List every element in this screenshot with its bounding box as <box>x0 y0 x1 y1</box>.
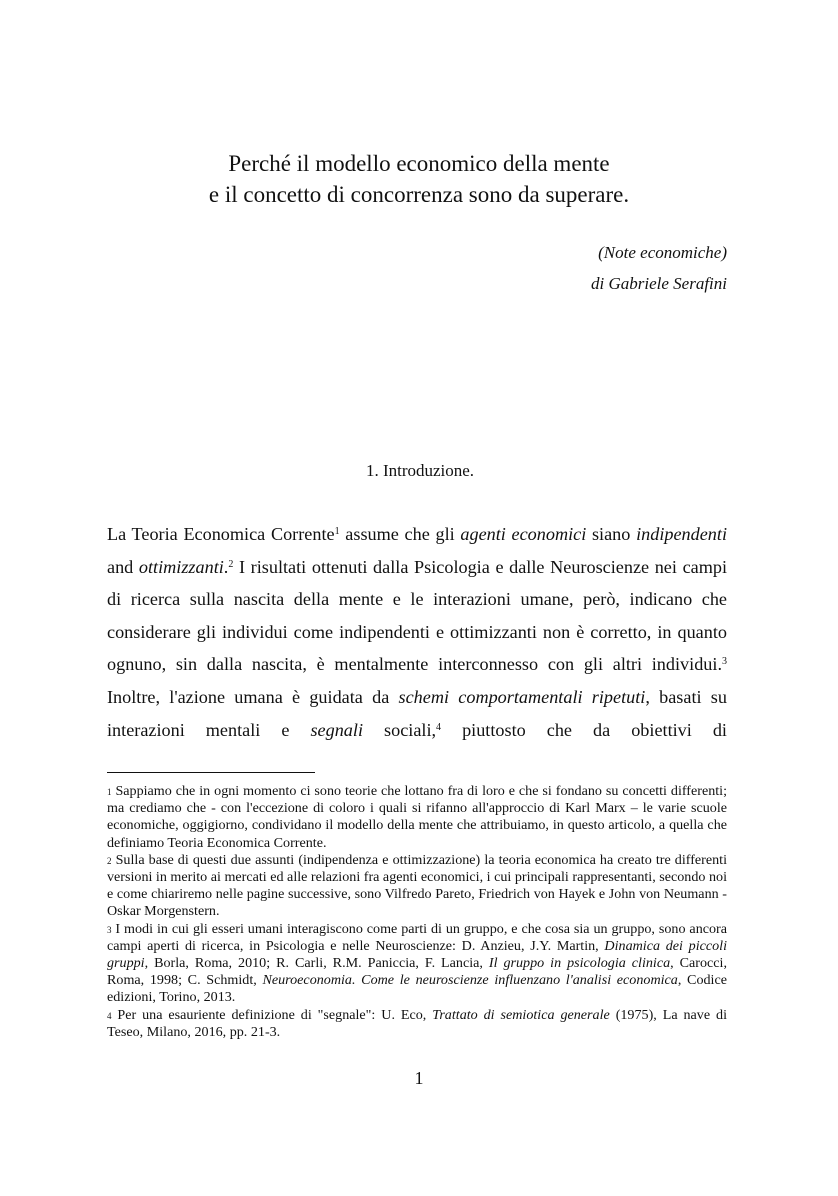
footnote-text: , Carocci, Roma, 1998; C. Schmidt, <box>107 955 727 989</box>
text-run: piuttosto che da obiettivi di <box>441 719 727 740</box>
body-paragraph <box>107 518 727 746</box>
author-name: di Gabriele Serafini <box>591 274 727 293</box>
footnote-1 <box>107 783 727 852</box>
footnote-number: 1 <box>107 787 112 797</box>
italic-run: segnali <box>310 719 363 740</box>
footnote-text: Sulla base di questi due assunti (indipendenza e ottimizzazione) la teoria economica ha creato tre differenti versioni in merito ai mercati ed alle relazioni fra agenti economici, i cui principali rappresentanti, secondo noi e come chiariremo nelle pagine successive, sono Vilfredo Pareto, Friedrich von Hayek e John von Neumann - Oskar Morgenstern. <box>107 851 727 920</box>
text-run: siano <box>586 524 637 544</box>
footnote-number: 2 <box>107 855 112 866</box>
footnote-number: 4 <box>107 1010 112 1021</box>
footnote-citation-title: Trattato di semiotica generale <box>432 1006 610 1023</box>
footnote-number: 3 <box>107 924 112 935</box>
footnote-text: , Codice edizioni, Torino, 2013. <box>107 972 727 1006</box>
footnote-citation-title: Neuroeconomia. Come le neuroscienze influenzano l'analisi economica <box>262 972 678 989</box>
footnote-citation-title: Il gruppo in psicologia clinica <box>488 955 671 972</box>
text-run: I risultati ottenuti dalla Psicologia e dalle Neuroscienze nei campi di ricerca sulla nascita della mente e le interazioni umane, però, indicano che considerare gli individui come indipendenti e ottimizzanti non è corretto, in quanto ognuno, sin dalla nascita, è mentalmente interconnesso con gli altri individui. <box>107 556 728 675</box>
footnotes <box>107 783 727 1041</box>
title-line-2: e il concetto di concorrenza sono da superare. <box>208 182 630 207</box>
footnote-ref-2[interactable]: 2 <box>228 558 234 570</box>
page-number: 1 <box>414 1068 424 1088</box>
paragraph-text <box>107 518 727 746</box>
footnote-ref-1[interactable]: 1 <box>334 526 340 537</box>
footnote-ref-4[interactable]: 4 <box>436 721 442 733</box>
footnote-text: Per una esauriente definizione di "segnale": U. Eco, <box>111 1006 433 1023</box>
footnote-3 <box>107 921 727 1007</box>
footnote-citation-title: Dinamica dei piccoli gruppi <box>107 937 727 972</box>
italic-run: agenti economici <box>460 524 587 544</box>
footnote-ref-3[interactable]: 3 <box>722 656 727 668</box>
text-run: La Teoria Economica Corrente <box>107 524 335 544</box>
footnote-2 <box>107 852 727 921</box>
byline <box>591 237 727 299</box>
footnote-text: , Borla, Roma, 2010; R. Carli, R.M. Paniccia, F. Lancia, <box>144 955 489 972</box>
subtitle-note: (Note economiche) <box>598 243 727 262</box>
footnote-text: (1975), La nave di Teseo, Milano, 2016, pp. 21-3. <box>107 1006 727 1040</box>
text-run: sociali, <box>363 719 437 740</box>
footnote-text: Sappiamo che in ogni momento ci sono teorie che lottano fra di loro e che si fondano su concetti differenti; ma crediamo che - con l'eccezione di coloro i quali si rifanno all'approccio di Karl Marx – le varie scuole economiche, oggigiorno, condividano il modello della mente che attribuiamo, in questo articolo, a quella che definiamo Teoria Economica Corrente. <box>107 783 727 851</box>
italic-run: ottimizzanti <box>138 556 224 577</box>
text-run: , basati su interazioni mentali e <box>107 686 727 740</box>
title-line-1: Perché il modello economico della mente <box>228 151 610 176</box>
footnote-text: I modi in cui gli esseri umani interagiscono come parti di un gruppo, e che cosa sia un gruppo, sono ancora campi aperti di ricerca, in Psicologia e nelle Neuroscienze: D. Anzieu, J.Y. Martin, <box>107 920 727 954</box>
text-run: and <box>107 556 139 577</box>
text-run: . <box>223 556 229 577</box>
text-run: Inoltre, l'azione umana è guidata da <box>107 686 399 707</box>
text-run: assume che gli <box>339 524 461 544</box>
italic-run: indipendenti <box>636 524 727 544</box>
document-title <box>0 148 838 210</box>
italic-run: schemi comportamentali ripetuti <box>398 686 646 707</box>
footnote-separator <box>107 772 315 773</box>
section-heading: 1. Introduzione. <box>365 461 475 480</box>
footnote-4 <box>107 1007 727 1041</box>
